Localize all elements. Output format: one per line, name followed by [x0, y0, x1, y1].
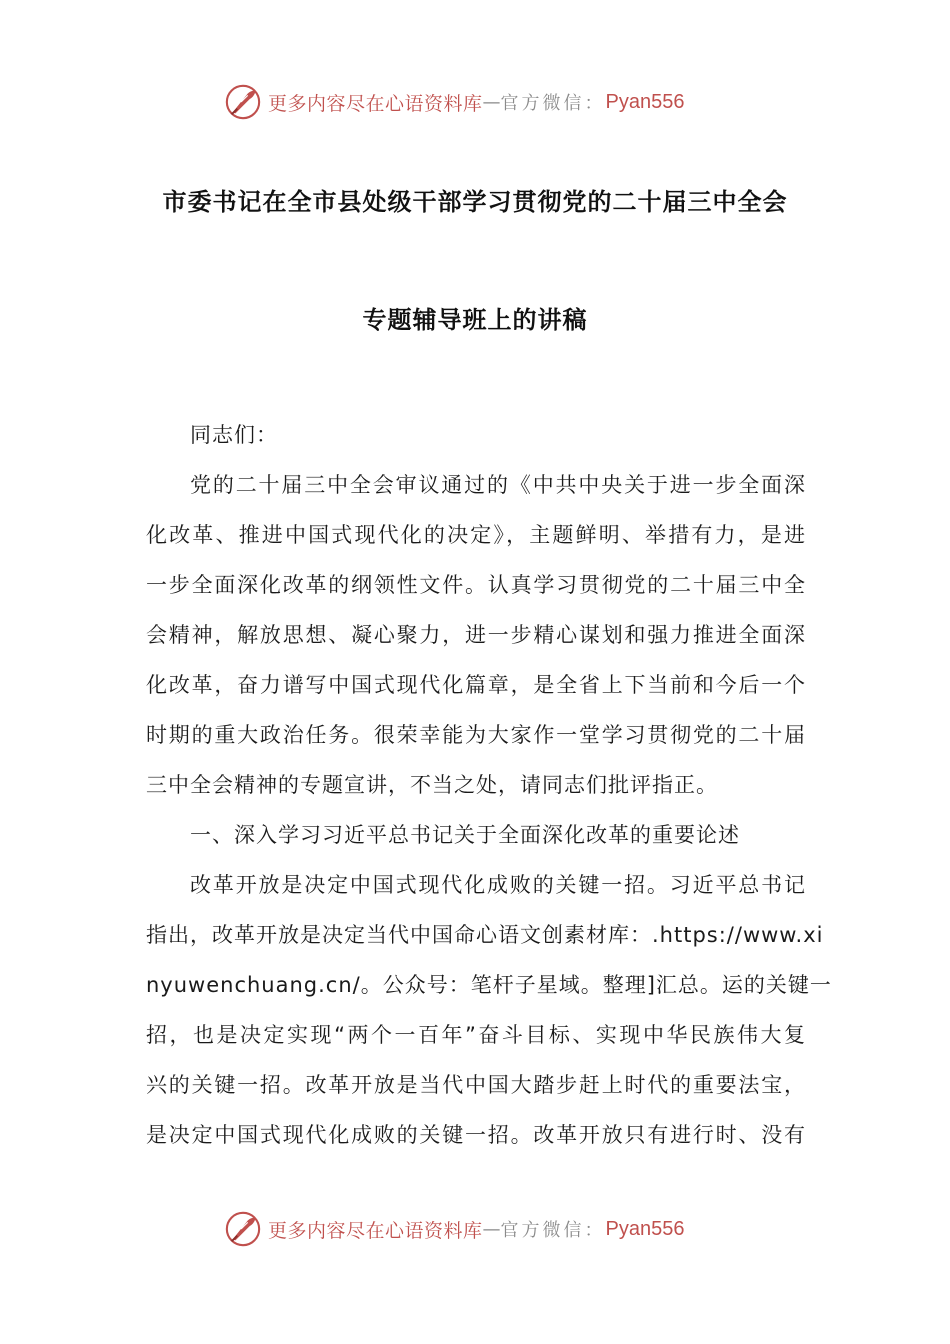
body-line: 化改革、推进中国式现代化的决定》，主题鲜明、举措有力，是进	[146, 523, 806, 547]
body-line: 三中全会精神的专题宣讲，不当之处，请同志们批评指正。	[146, 773, 718, 797]
banner-tagline: 更多内容尽在心语资料库	[268, 92, 483, 115]
banner-separator: —	[482, 1218, 501, 1240]
body-line: 招，也是决定实现“两个一百年”奋斗目标、实现中华民族伟大复	[146, 1023, 806, 1047]
section-heading: 一、深入学习习近平总书记关于全面深化改革的重要论述	[190, 823, 740, 847]
banner-wechat-label: 官方微信：	[500, 1220, 606, 1241]
banner-tagline: 更多内容尽在心语资料库	[268, 1219, 483, 1242]
header-watermark-banner	[224, 82, 744, 122]
body-line: 指出，改革开放是决定当代中国命心语文创素材库：.https://www.xi	[146, 923, 824, 947]
body-line: 是决定中国式现代化成败的关键一招。改革开放只有进行时、没有	[146, 1123, 806, 1147]
banner-separator: —	[482, 91, 501, 113]
greeting-block	[146, 410, 806, 460]
banner-wechat-label: 官方微信：	[500, 93, 606, 114]
body-line: 化改革，奋力谱写中国式现代化篇章，是全省上下当前和今后一个	[146, 673, 806, 697]
quill-pen-logo-icon	[224, 1210, 262, 1248]
document-title-line-1: 市委书记在全市县处级干部学习贯彻党的二十届三中全会	[162, 188, 788, 216]
body-line: 改革开放是决定中国式现代化成败的关键一招。习近平总书记	[190, 873, 806, 897]
quill-pen-logo-icon	[224, 83, 262, 121]
greeting: 同志们：	[190, 423, 278, 447]
body-line: nyuwenchuang.cn/。公众号：笔杆子星域。整理]汇总。运的关键一	[146, 973, 832, 997]
document-title-line-2: 专题辅导班上的讲稿	[362, 306, 588, 334]
body-text-block	[146, 460, 832, 1160]
footer-watermark-banner	[224, 1209, 744, 1249]
body-line: 一步全面深化改革的纲领性文件。认真学习贯彻党的二十届三中全	[146, 573, 806, 597]
banner-wechat-id: Pyan556	[605, 1217, 685, 1240]
body-line: 会精神，解放思想、凝心聚力，进一步精心谋划和强力推进全面深	[146, 623, 806, 647]
body-line: 兴的关键一招。改革开放是当代中国大踏步赶上时代的重要法宝，	[146, 1073, 806, 1097]
banner-wechat-id: Pyan556	[605, 90, 685, 113]
body-line: 时期的重大政治任务。很荣幸能为大家作一堂学习贯彻党的二十届	[146, 723, 806, 747]
body-line: 党的二十届三中全会审议通过的《中共中央关于进一步全面深	[190, 473, 806, 497]
